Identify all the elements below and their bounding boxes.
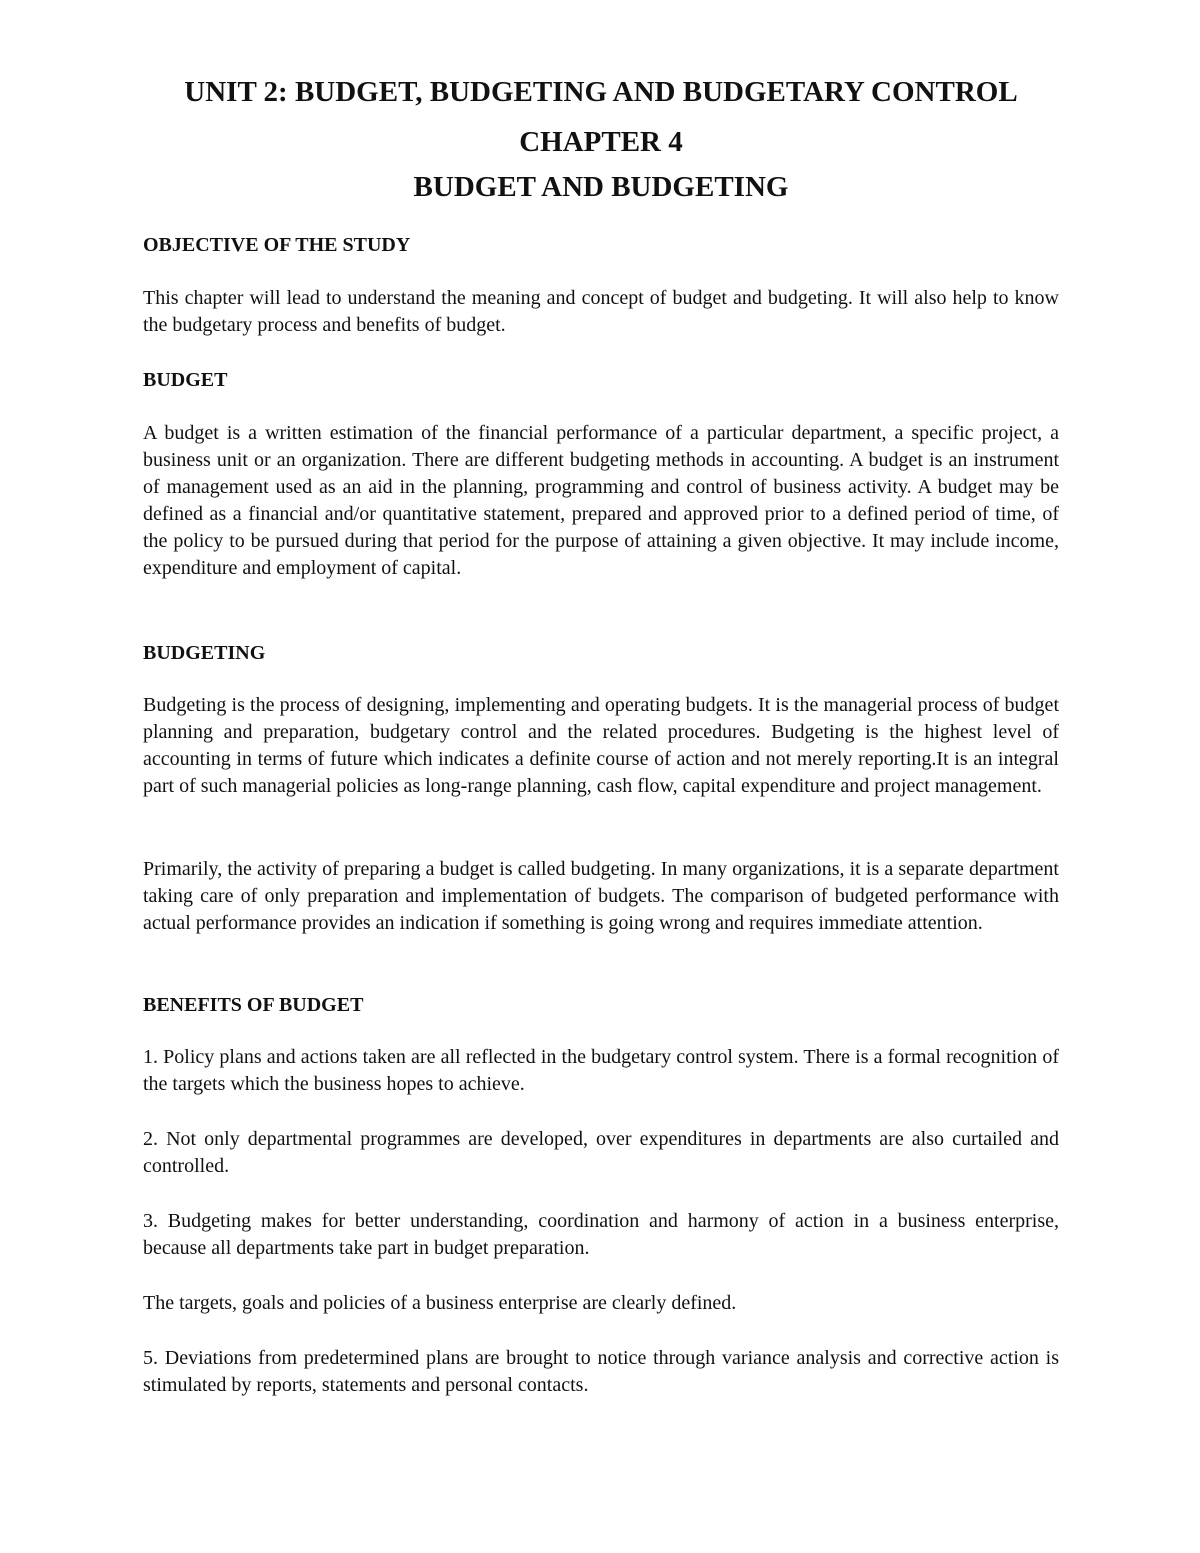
benefit-item-4: The targets, goals and policies of a business enterprise are clearly defined. <box>143 1292 737 1314</box>
budgeting-paragraph-2: Primarily, the activity of preparing a budget is called budgeting. In many organizations, it is a separate department taking care of only preparation and implementation of budgets. The comparison of budgeted performance with actual performance provides an indication if something is going wrong and requires immediate attention. <box>143 858 1059 934</box>
objective-heading: OBJECTIVE OF THE STUDY <box>143 234 411 256</box>
benefit-item-5: 5. Deviations from predetermined plans are brought to notice through variance analysis and corrective action is stimulated by reports, statements and personal contacts. <box>143 1347 1059 1396</box>
objective-paragraph: This chapter will lead to understand the meaning and concept of budget and budgeting. It will also help to know the budgetary process and benefits of budget. <box>143 287 1059 336</box>
benefit-item-3: 3. Budgeting makes for better understanding, coordination and harmony of action in a business enterprise, because all departments take part in budget preparation. <box>143 1210 1059 1259</box>
budget-paragraph: A budget is a written estimation of the financial performance of a particular department, a specific project, a business unit or an organization. There are different budgeting methods in accounting. A budget is an instrument of management used as an aid in the planning, programming and control of business activity. A budget may be defined as a financial and/or quantitative statement, prepared and approved prior to a defined period of time, of the policy to be pursued during that period for the purpose of attaining a given objective. It may include income, expenditure and employment of capital. <box>143 422 1059 579</box>
unit-title: UNIT 2: BUDGET, BUDGETING AND BUDGETARY CONTROL <box>184 76 1018 108</box>
budget-heading: BUDGET <box>143 369 228 391</box>
budgeting-heading: BUDGETING <box>143 642 266 664</box>
chapter-number: CHAPTER 4 <box>519 126 683 158</box>
benefit-item-1: 1. Policy plans and actions taken are all reflected in the budgetary control system. There is a formal recognition of the targets which the business hopes to achieve. <box>143 1046 1059 1095</box>
budgeting-paragraph-1: Budgeting is the process of designing, implementing and operating budgets. It is the managerial process of budget planning and preparation, budgetary control and the related procedures. Budgeting is the highest level of accounting in terms of future which indicates a definite course of action and not merely reporting.It is an integral part of such managerial policies as long-range planning, cash flow, capital expenditure and project management. <box>143 694 1059 797</box>
benefit-item-2: 2. Not only departmental programmes are developed, over expenditures in departments are also curtailed and controlled. <box>143 1128 1059 1177</box>
benefits-heading: BENEFITS OF BUDGET <box>143 994 364 1016</box>
chapter-title: BUDGET AND BUDGETING <box>413 171 789 203</box>
